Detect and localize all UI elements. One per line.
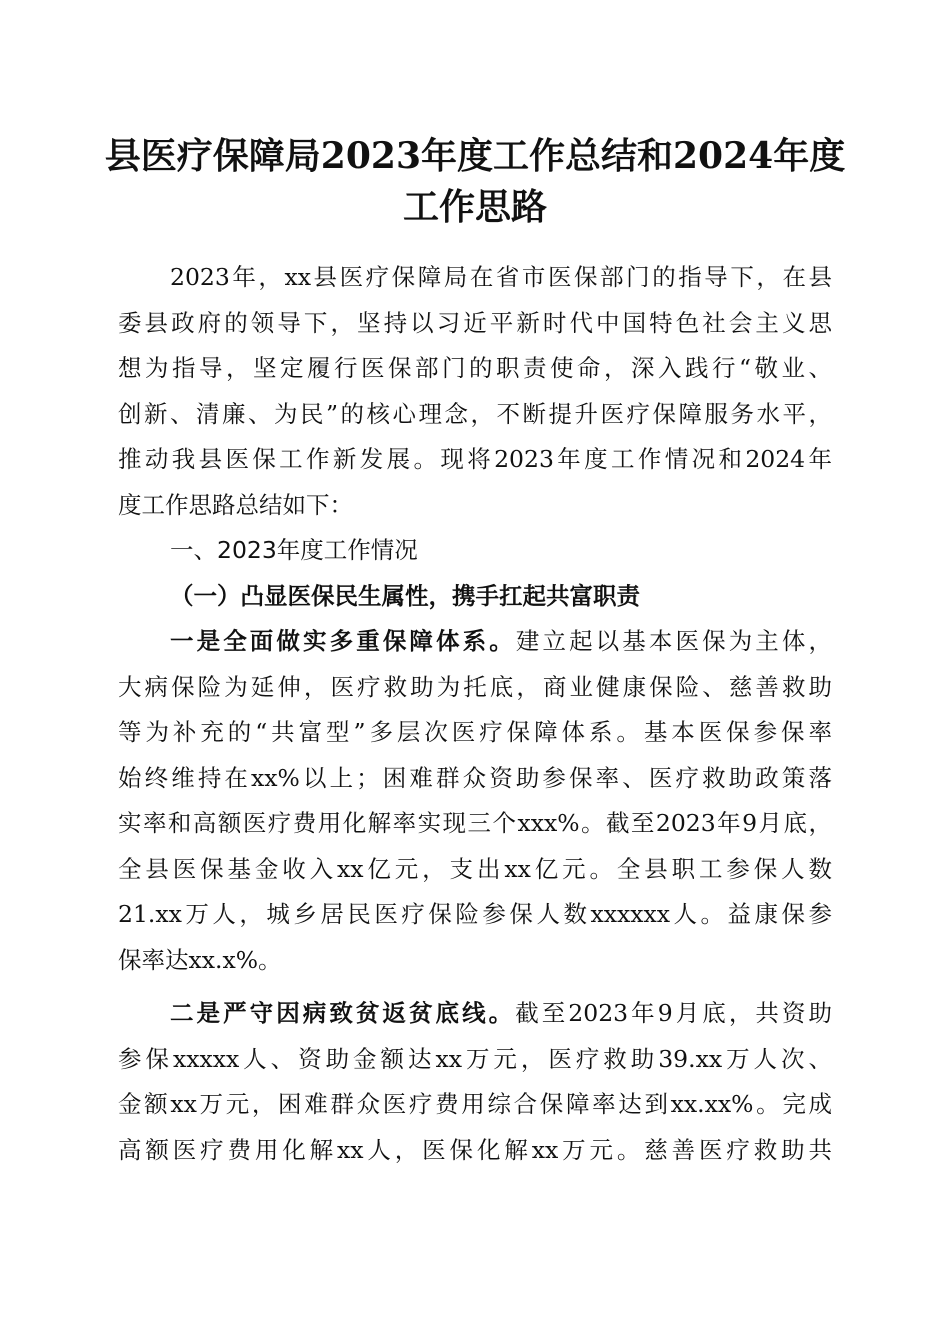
para-2-line: 参保xxxxx人、资助金额达xx万元，医疗救助39.xx万人次、	[118, 1044, 832, 1073]
para-1-line: 始终维持在xx%以上；困难群众资助参保率、医疗救助政策落	[118, 763, 832, 792]
intro-line: 创新、清廉、为民”的核心理念，不断提升医疗保障服务水平，	[118, 399, 832, 428]
para-2-line: 高额医疗费用化解xx人，医保化解xx万元。慈善医疗救助共	[118, 1135, 832, 1164]
para-2-first-line	[118, 991, 832, 1037]
para-2-line: 金额xx万元，困难群众医疗费用综合保障率达到xx.xx%。完成	[118, 1090, 832, 1118]
para-1-line: 21.xx万人，城乡居民医疗保险参保人数xxxxxx人。益康保参	[118, 900, 832, 928]
intro-line: 度工作思路总结如下：	[118, 490, 353, 519]
para-1-first-line	[118, 619, 832, 665]
intro-line: 推动我县医保工作新发展。现将2023年度工作情况和2024年	[118, 445, 832, 473]
intro-line: 2023年，xx县医疗保障局在省市医保部门的指导下，在县	[170, 263, 832, 291]
para-1-first-rest: 建立起以基本医保为主体，	[515, 627, 833, 655]
intro-line: 委县政府的领导下，坚持以习近平新时代中国特色社会主义思	[118, 308, 832, 337]
intro-line: 想为指导，坚定履行医保部门的职责使命，深入践行“敬业、	[118, 354, 832, 382]
document-body	[118, 255, 832, 1173]
para-1-line: 全县医保基金收入xx亿元，支出xx亿元。全县职工参保人数	[118, 854, 832, 883]
subsection-1-heading: （一）凸显医保民生属性，携手扛起共富职责	[170, 581, 640, 610]
para-1-lead: 一是全面做实多重保障体系。	[170, 627, 516, 655]
para-1-line: 大病保险为延伸，医疗救助为托底，商业健康保险、慈善救助	[118, 672, 832, 701]
section-1-heading: 一、2023年度工作情况	[170, 536, 418, 564]
document-title-line-1: 县医疗保障局2023年度工作总结和2024年度	[104, 135, 846, 177]
para-1-line: 保率达xx.x%。	[118, 945, 282, 974]
document-title-line-2: 工作思路	[402, 186, 547, 228]
para-2-first-rest: 截至2023年9月底，共资助	[515, 999, 832, 1027]
para-1-line: 等为补充的“共富型”多层次医疗保障体系。基本医保参保率	[118, 718, 832, 746]
para-1-line: 实率和高额医疗费用化解率实现三个xxx%。截至2023年9月底，	[118, 809, 832, 837]
para-2-lead: 二是严守因病致贫返贫底线。	[170, 999, 516, 1027]
paragraph-gap	[118, 983, 832, 991]
